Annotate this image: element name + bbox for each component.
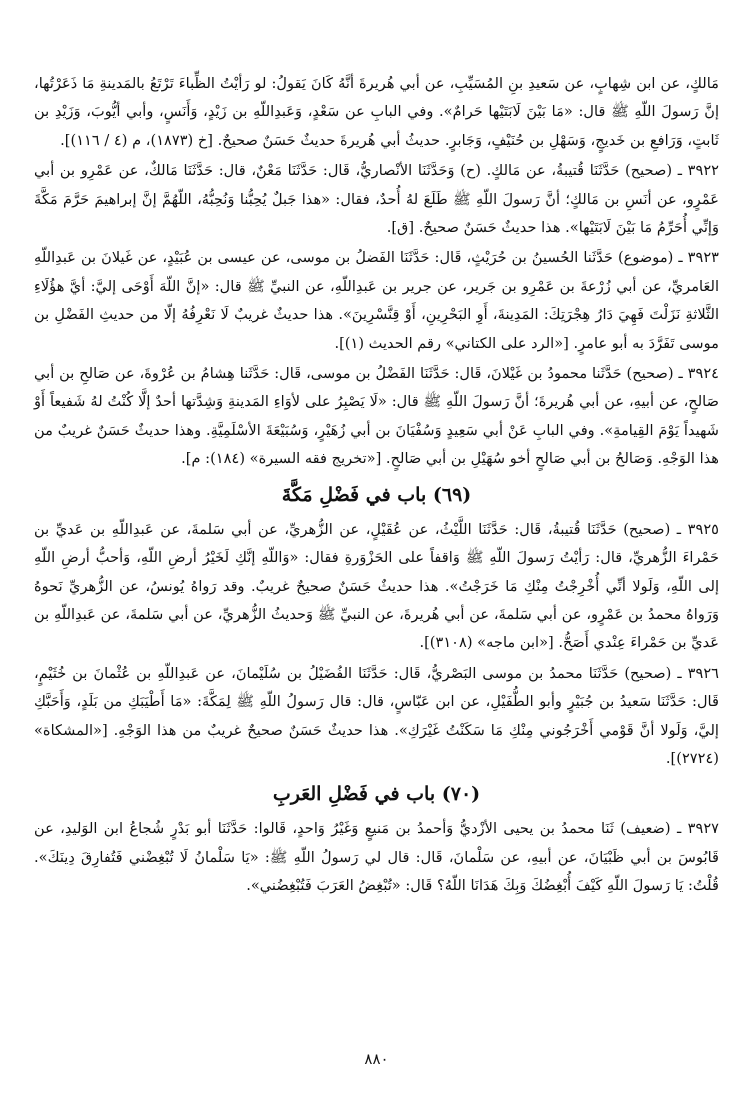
chapter-heading-70: (٧٠) باب في فَضْلِ العَربِ bbox=[272, 783, 481, 806]
chapter-heading-69: (٦٩) باب في فَضْلِ مَكَّةَ bbox=[281, 483, 472, 506]
text-paragraph: مَالكٍ، عن ابن شِهابٍ، عن سَعيدِ بنِ المُسَيِّبِ، عن أبي هُريرةَ أنَّهُ كَانَ يَقولُ: لو رَأيْتُ الظِّباءَ تَرْتَعُ بالمَدينةِ مَا ذَعَرْتُها، إنَّ رَسولَ اللّهِ ﷺ قال: «مَا بَيْنَ لَابَتَيْها حَرامٌ». وفي البابِ عن سَعْدٍ، وَعَبدِاللّهِ بن زَيْدٍ، وَأَنَسٍ، وأبي أيُّوبَ، وَزَيْدِ بن ثَابتٍ، وَرَافعِ بن خَديجٍ، وَسَهْلِ بن حُنَيْفٍ، وَجَابرٍ. حديثُ أبي هُريرةَ حديثٌ حَسَنٌ صحيحٌ. [خ (١٨٧٣)، م (٤ / ١١٦)]. bbox=[34, 75, 719, 149]
hadith-3924: ٣٩٢٤ ـ (صحيح) حَدَّثَنا محمودُ بن غَيْلانَ، قَال: حَدَّثَنَا الفَضْلُ بن موسى، قَال: حَدَّثَنا هِشامُ بن عُرْوةَ، عن صَالحِ بن أبي صَالحٍ، عن أبيهِ، عن أبي هُريرةَ؛ أنَّ رَسولَ اللّهِ ﷺ قال: «لَا يَصْبِرُ على لأوَاءِ المَدينةِ وَشِدَّتها أحدٌ إلَّا كُنْتُ لهُ شَفيعاً أَوْ شَهيداً يَوْمَ القِيامةِ». وفي البابِ عَنْ أبي سَعِيدٍ وَسُفْيَانَ بن أبي زُهَيْرٍ، وَسُبَيْعَةَ الأسْلَمِيَّةِ. وهذا حديثٌ حَسَنٌ غريبٌ من هذا الوَجْهِ. وَصَالحُ بن أبي صَالحٍ أخو سُهَيْلِ بن أبي صَالحٍ. [«تخريج فقه السيرة» (١٨٤): م]. bbox=[34, 365, 719, 468]
hadith-3923: ٣٩٢٣ ـ (موضوع) حَدَّثَنا الحُسينُ بن حُرَيْثٍ، قَال: حَدَّثَنَا الفَضلُ بن موسى، عن عيسى بن عُبَيْدٍ، عن غَيلانَ بن عَبدِاللّهِ العَامريِّ، عن أبي زُرْعةَ بن عَمْرِو بن جَرير، عن جرير بن عَبدِاللّهِ، عن النبيِّ ﷺ قال: «إنَّ اللّهَ أَوْحَى إليَّ: أيَّ هؤُلَاءِ الثَّلاثةِ نَزَلْتَ فَهِيَ دَارُ هِجْرَتِكَ: المَدِينةَ، أَوِ البَحْرِينِ، أَوْ قِنَّسْرِينَ». هذا حديثٌ غريبٌ لَا نَعْرِفُهُ إلّا من حديثِ الفَضْلِ بن موسى تَفَرَّدَ به أبو عامرٍ. [«الرد على الكتاني» رقم الحديث (١)]. bbox=[34, 249, 719, 352]
hadith-3927: ٣٩٢٧ ـ (ضعيف) ثَنَا محمدُ بن يحيى الأزْديُّ وَأحمدُ بن مَنيعٍ وَغَيْرُ وَاحدٍ، قَالوا: حَدَّثَنَا أبو بَدْرٍ شُجاعُ ابن الوَليدِ، عن قَابُوسَ بن أبي ظَبْيَانَ، عن أبيهِ، عن سَلْمانَ، قَال: قال لي رَسولُ اللّهِ ﷺ: «يَا سَلْمانُ لَا تُبْغِضْني فَتُفارِقَ دِينَكَ». قُلْتُ: يَا رَسولَ اللّهِ كَيْفَ أُبْغِضُكَ وَبِكَ هَدَانَا اللّهُ؟ قَال: «تُبْغِضُ العَرَبَ فَتُبْغِضُني». bbox=[34, 820, 719, 895]
page-number: ٨٨٠ bbox=[364, 1050, 389, 1068]
hadith-3922: ٣٩٢٢ ـ (صحيح) حَدَّثَنَا قُتيبةُ، عن مَالكٍ. (ح) وَحَدَّثَنَا الأنْصاريُّ، قَال: حَدَّثَنَا مَعْنٌ، قال: حَدَّثَنَا مَالكٌ، عن عَمْرِو بن أبي عَمْرٍو، عن أنَسِ بن مَالكٍ؛ أنَّ رَسولَ اللّهِ ﷺ طَلَعَ لهُ أُحدٌ، فقال: «هذا جَبلٌ يُحِبُّنا وَنُحِبُّهُ، اللّهُمَّ إنَّ إبراهيمَ حَرَّمَ مَكَّةَ وَإنِّي أُحَرِّمُ مَا بَيْنَ لَابَتَيْها». هذا حديثٌ حَسَنٌ صحيحٌ. [ق]. bbox=[34, 162, 719, 237]
hadith-3926: ٣٩٢٦ ـ (صحيح) حَدَّثَنَا محمدُ بن موسى البَصْريُّ، قَال: حَدَّثَنَا الفُضَيْلُ بن سُلَيْمانَ، عن عَبدِاللّهِ بن عُثْمانَ بن خُثَيْمٍ، قَال: حَدَّثَنَا سَعيدُ بن جُبَيْرٍ وأبو الطُّفَيْلِ، عن ابن عَبّاسٍ، قال: قال رَسولُ اللّهِ ﷺ لِمَكَّةَ: «مَا أَطْيَبَكِ من بَلَدٍ، وَأَحَبَّكِ إليَّ، وَلَولا أنَّ قَوْمي أَخْرَجُوني مِنْكِ مَا سَكَنْتُ غَيْرَكِ». هذا حديثٌ حَسَنٌ صحيحٌ غريبٌ من هذا الوَجْهِ. [«المشكاة» (٢٧٢٤)]. bbox=[34, 664, 719, 767]
hadith-3925: ٣٩٢٥ ـ (صحيح) حَدَّثَنَا قُتيبةُ، قَال: حَدَّثَنَا اللَّيْثُ، عن عُقَيْلٍ، عن الزُّهريِّ، عن أبي سَلمةَ، عن عَبدِاللّهِ بن عَديِّ بن حَمْراءَ الزُّهريِّ، قال: رَأيْتُ رَسولَ اللّهِ ﷺ وَاقفاً على الحَزْوَرةِ فقال: «وَاللّهِ إنَّكِ لَخَيْرُ أرضِ اللّهِ، وَأحبُّ أرضِ اللّهِ إلى اللّهِ، وَلَولا أنِّي أُخْرِجْتُ مِنْكِ مَا خَرَجْتُ». هذا حديثٌ حَسَنٌ صحيحٌ غريبٌ. وقد رَواهُ يُونسُ، عن الزُّهريِّ نَحوهُ وَرَواهُ محمدُ بن عَمْرٍو، عن أبي سَلمةَ، عن أبي هُريرةَ، عن النبيِّ ﷺ وَحديثُ الزُّهريِّ، عن أبي سَلمةَ، عن عَبدِاللّهِ بن عَديِّ بن حَمْراءَ عِنْدي أَصَحُّ. [«ابن ماجه» (٣١٠٨)]. bbox=[34, 520, 719, 652]
